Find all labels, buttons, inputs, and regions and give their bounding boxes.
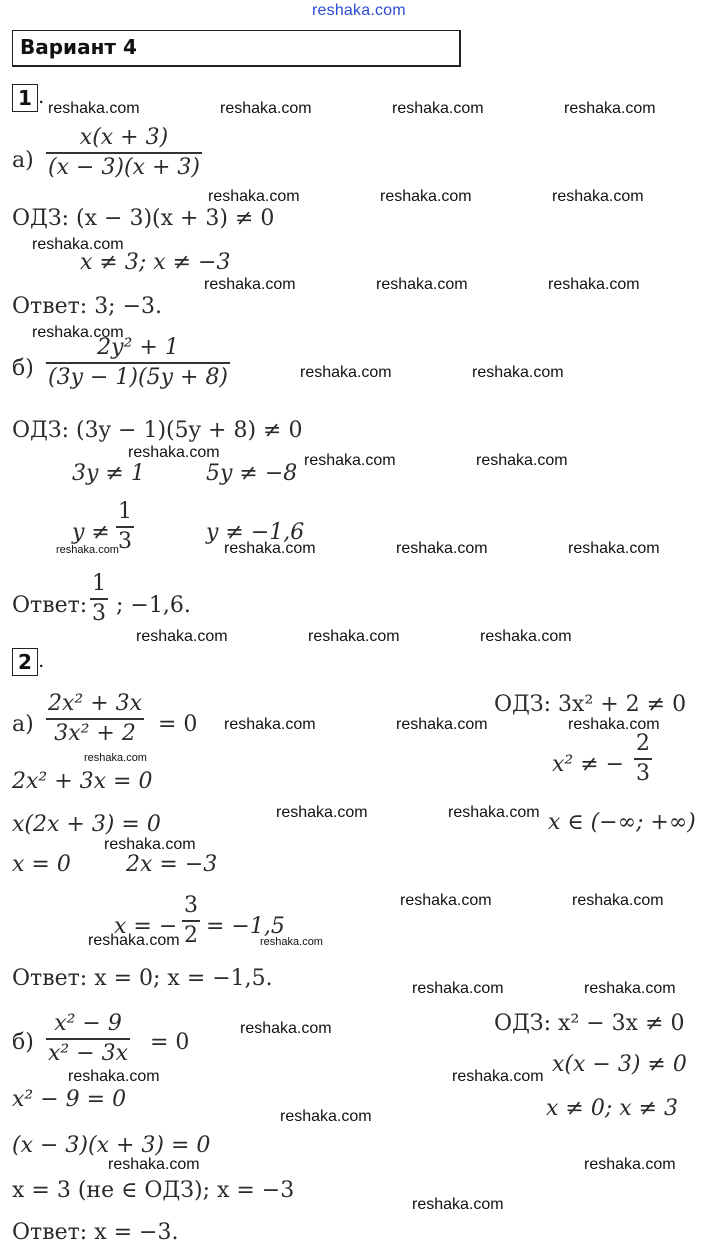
task-1a-label: а) (12, 148, 34, 173)
task-2b-odz-2: x(x − 3) ≠ 0 (552, 1052, 687, 1077)
task-2b-label: б) (12, 1030, 34, 1055)
watermark: reshaka.com (276, 804, 368, 821)
task-2a-step-3a: x = 0 (12, 852, 71, 877)
watermark: reshaka.com (448, 804, 540, 821)
task-1b-answer-fraction (90, 570, 108, 628)
task-2-number: 2 (12, 648, 38, 676)
task-2b-answer: Ответ: x = −3. (12, 1220, 179, 1245)
task-1a-answer: Ответ: 3; −3. (12, 294, 163, 319)
watermark: reshaka.com (208, 188, 300, 205)
fraction-denominator: (3y − 1)(5y + 8) (48, 364, 229, 390)
task-2b-odz-3: x ≠ 0; x ≠ 3 (546, 1096, 679, 1121)
task-1b-cond-2: 5y ≠ −8 (206, 461, 298, 486)
task-1b-label: б) (12, 356, 34, 381)
watermark: reshaka.com (412, 980, 504, 997)
watermark: reshaka.com (300, 364, 392, 381)
watermark: reshaka.com (400, 892, 492, 909)
task-2a-step-4-prefix: x = − (114, 914, 178, 939)
watermark: reshaka.com (380, 188, 472, 205)
task-2b-step-2: (x − 3)(x + 3) = 0 (12, 1133, 211, 1158)
task-2-number-dot: . (38, 648, 45, 672)
task-1a-odz: ОДЗ: (x − 3)(x + 3) ≠ 0 (12, 206, 275, 231)
fraction-denominator: (x − 3)(x + 3) (48, 154, 200, 180)
fraction-numerator: 2x² + 3x (48, 691, 143, 716)
task-1a-fraction (46, 124, 202, 182)
watermark: reshaka.com (480, 628, 572, 645)
fraction-denominator: x² − 3x (48, 1040, 129, 1066)
task-2a-label: а) (12, 712, 34, 737)
task-2b-step-3: x = 3 (не ∈ ОДЗ); x = −3 (12, 1178, 295, 1203)
watermark: reshaka.com (552, 188, 644, 205)
task-2a-step-4-fraction (182, 892, 200, 950)
watermark: reshaka.com (240, 1020, 332, 1037)
watermark: reshaka.com (68, 1068, 160, 1085)
fraction-numerator: x(x + 3) (79, 125, 169, 150)
task-2a-odz-2-prefix: x² ≠ − (552, 752, 625, 777)
watermark: reshaka.com (136, 628, 228, 645)
watermark: reshaka.com (84, 752, 147, 764)
task-2a-odz: ОДЗ: 3x² + 2 ≠ 0 (494, 692, 687, 717)
task-2b-eq-zero: = 0 (150, 1030, 190, 1055)
fraction-denominator: 2 (184, 922, 198, 948)
fraction-numerator: 1 (92, 571, 106, 596)
watermark: reshaka.com (452, 1068, 544, 1085)
task-2a-step-3b: 2x = −3 (126, 852, 218, 877)
task-1b-answer-suffix: ; −1,6. (116, 593, 191, 618)
fraction-numerator: 1 (118, 499, 132, 524)
task-2a-answer: Ответ: x = 0; x = −1,5. (12, 966, 273, 991)
fraction-numerator: x² − 9 (54, 1011, 122, 1036)
task-2a-step-1: 2x² + 3x = 0 (12, 769, 153, 794)
watermark: reshaka.com (568, 540, 660, 557)
task-2a-step-4-suffix: = −1,5 (206, 914, 285, 939)
watermark: reshaka.com (412, 1196, 504, 1213)
fraction-denominator: 3 (118, 528, 132, 554)
task-1b-fraction (46, 334, 230, 392)
watermark: reshaka.com (280, 1108, 372, 1125)
watermark: reshaka.com (572, 892, 664, 909)
task-1b-cond-1: 3y ≠ 1 (72, 461, 145, 486)
task-1b-odz: ОДЗ: (3y − 1)(5y + 8) ≠ 0 (12, 418, 303, 443)
task-1a-conditions: x ≠ 3; x ≠ −3 (80, 250, 231, 275)
watermark: reshaka.com (376, 276, 468, 293)
fraction-denominator: 3 (92, 600, 106, 626)
task-1b-y1-prefix: y ≠ (72, 520, 110, 545)
watermark: reshaka.com (204, 276, 296, 293)
task-2a-odz-2-fraction (634, 730, 652, 788)
watermark: reshaka.com (224, 716, 316, 733)
watermark: reshaka.com (32, 324, 124, 341)
watermark: reshaka.com (476, 452, 568, 469)
fraction-numerator: 3 (184, 893, 198, 918)
watermark: reshaka.com (568, 716, 660, 733)
task-1-number-dot: . (38, 84, 45, 108)
watermark: reshaka.com (396, 716, 488, 733)
watermark: reshaka.com (104, 836, 196, 853)
watermark: reshaka.com (396, 540, 488, 557)
task-2a-fraction (46, 690, 144, 748)
watermark: reshaka.com (548, 276, 640, 293)
watermark: reshaka.com (88, 932, 180, 949)
watermark: reshaka.com (584, 1156, 676, 1173)
watermark: reshaka.com (56, 544, 119, 556)
watermark: reshaka.com (308, 628, 400, 645)
watermark: reshaka.com (224, 540, 316, 557)
fraction-numerator: 2 (636, 731, 650, 756)
task-2a-odz-3: x ∈ (−∞; +∞) (548, 810, 696, 835)
watermark: reshaka.com (564, 100, 656, 117)
fraction-numerator: 2y² + 1 (97, 335, 179, 360)
task-1b-y2: y ≠ −1,6 (206, 520, 305, 545)
watermark: reshaka.com (220, 100, 312, 117)
task-2b-step-1: x² − 9 = 0 (12, 1087, 127, 1112)
task-2a-step-2: x(2x + 3) = 0 (12, 812, 161, 837)
task-1-number: 1 (12, 84, 38, 112)
task-2a-eq-zero: = 0 (158, 712, 198, 737)
watermark: reshaka.com (108, 1156, 200, 1173)
watermark: reshaka.com (48, 100, 140, 117)
fraction-denominator: 3 (636, 760, 650, 786)
task-2b-fraction (46, 1010, 130, 1068)
watermark: reshaka.com (32, 236, 124, 253)
watermark: reshaka.com (392, 100, 484, 117)
watermark: reshaka.com (128, 444, 220, 461)
watermark: reshaka.com (584, 980, 676, 997)
task-2b-odz: ОДЗ: x² − 3x ≠ 0 (494, 1011, 685, 1036)
site-header-link[interactable]: reshaka.com (312, 2, 406, 19)
watermark: reshaka.com (260, 936, 323, 948)
task-1b-answer-prefix: Ответ: (12, 593, 88, 618)
variant-title: Вариант 4 (20, 35, 137, 59)
fraction-denominator: 3x² + 2 (54, 720, 136, 746)
watermark: reshaka.com (472, 364, 564, 381)
watermark: reshaka.com (304, 452, 396, 469)
